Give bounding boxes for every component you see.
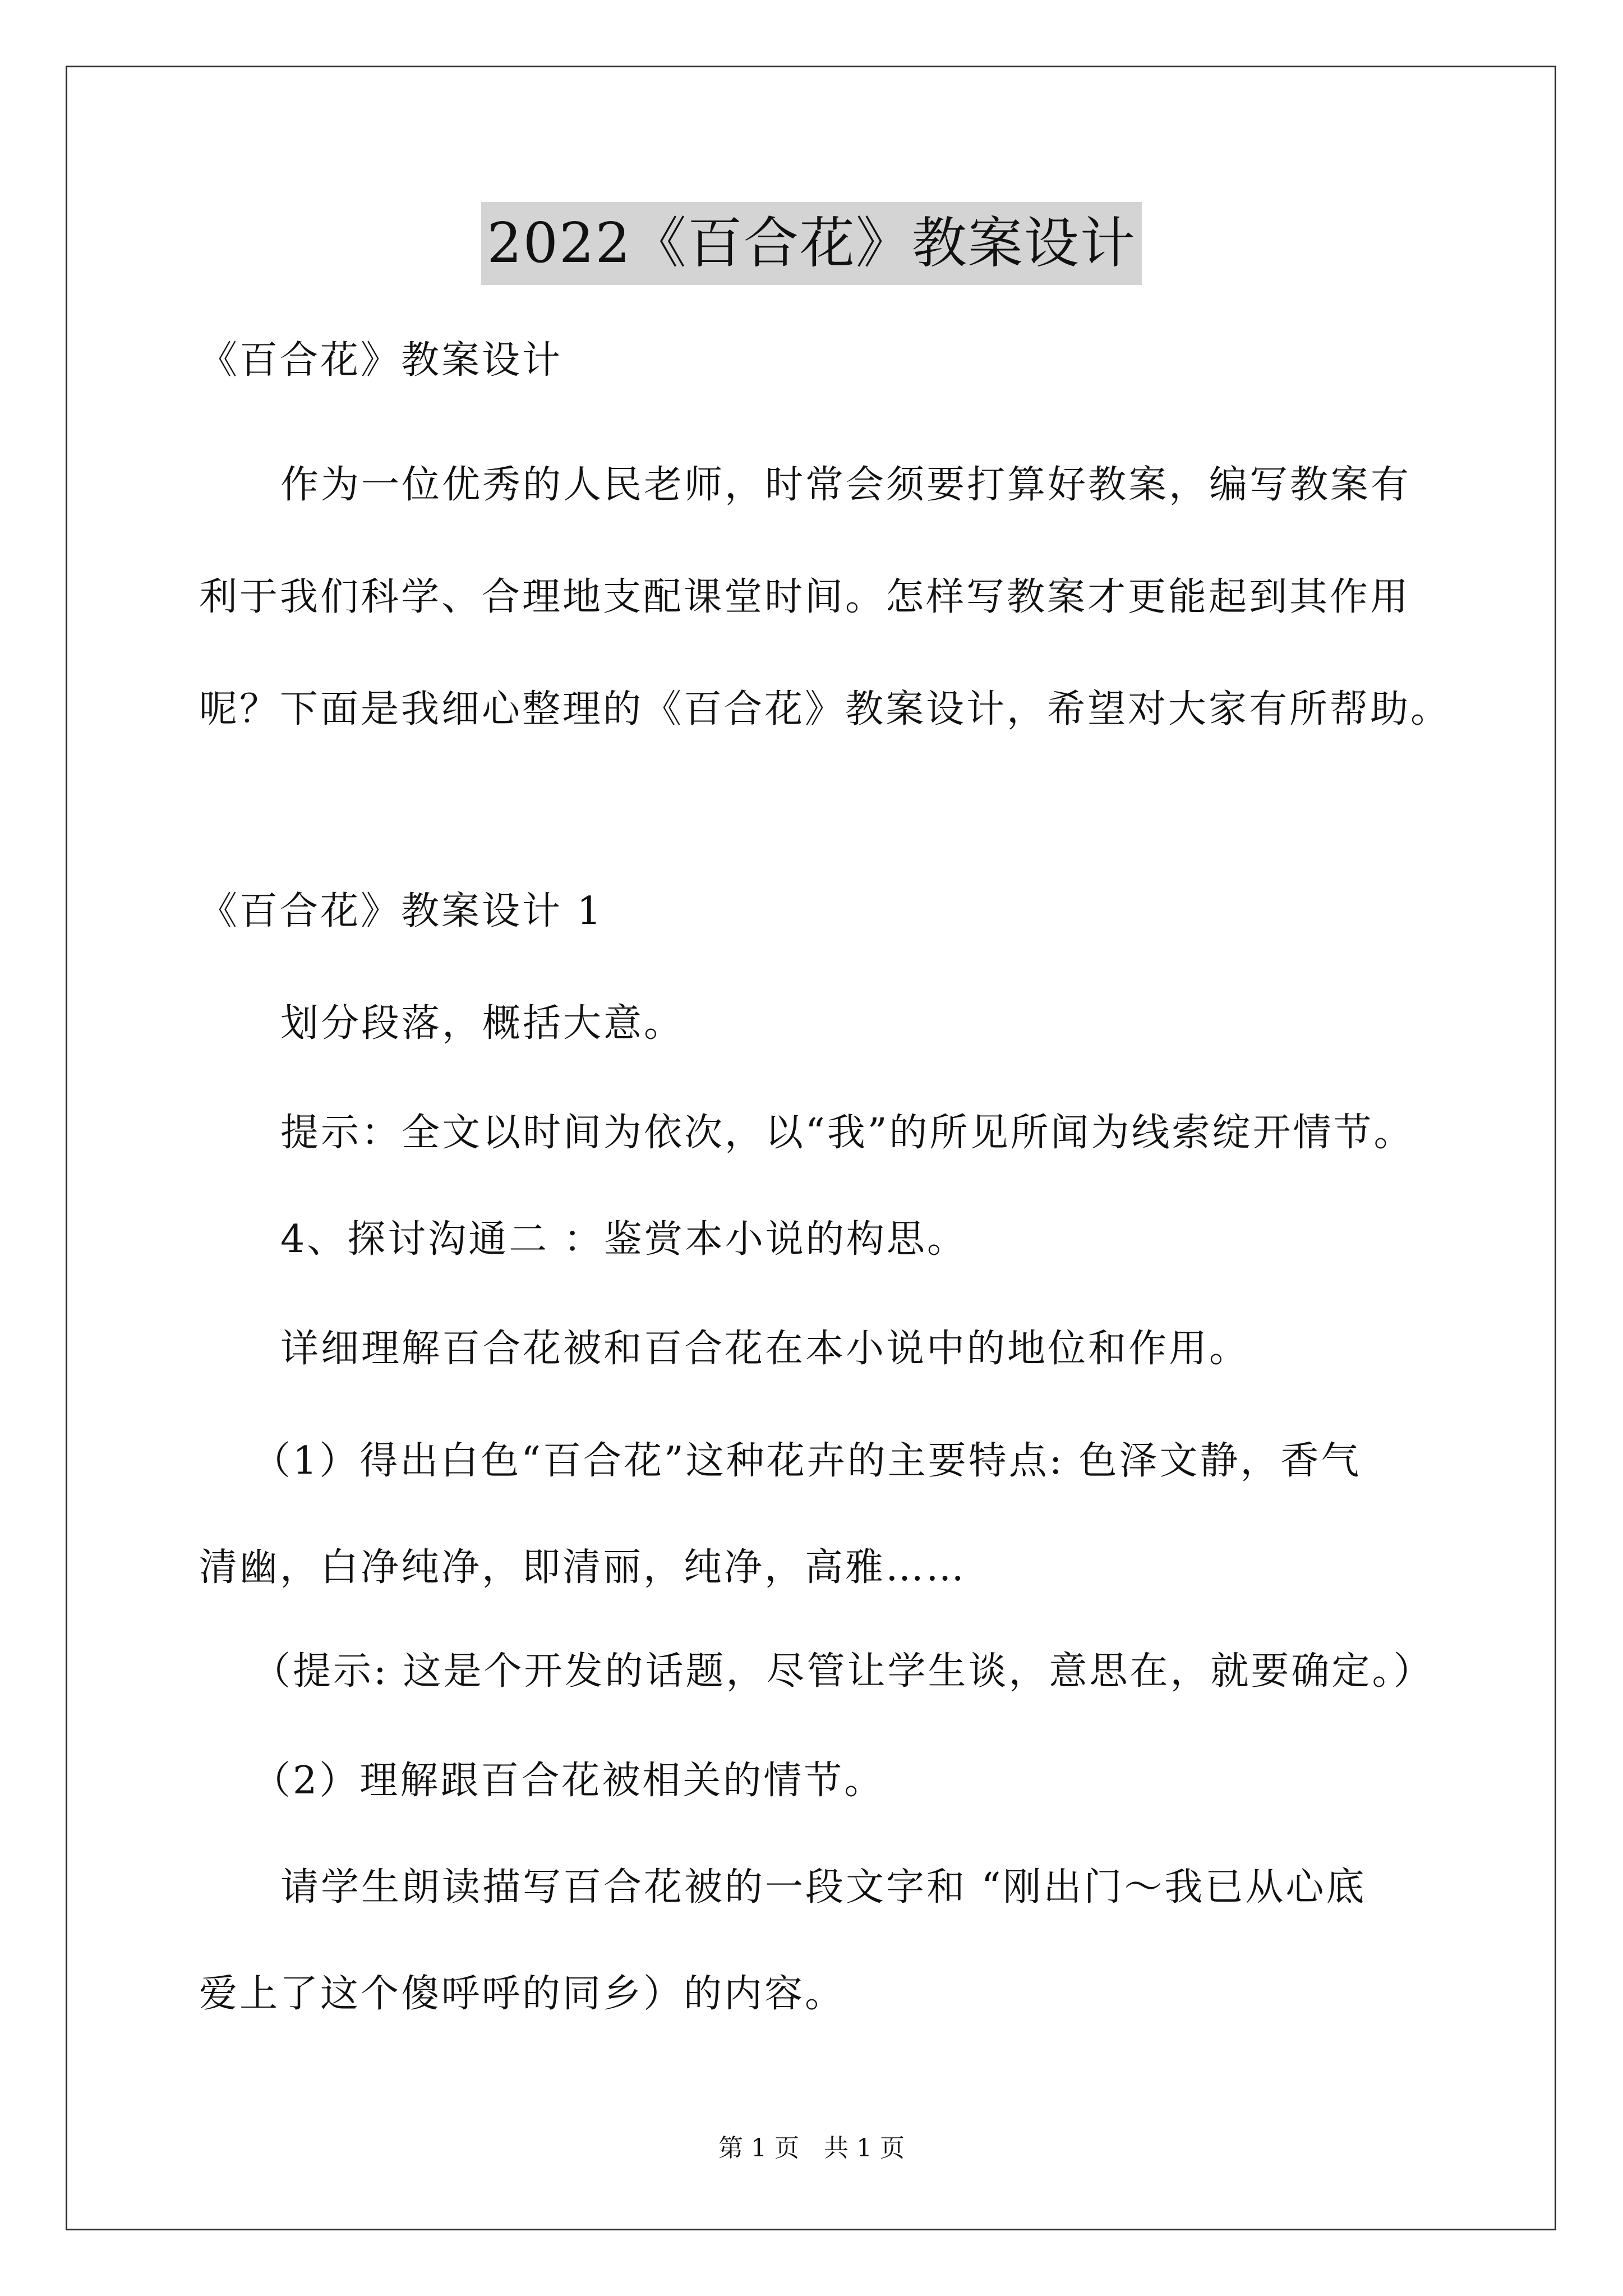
paragraph-line: 详细理解百合花被和百合花在本小说中的地位和作用。 (280, 1327, 1250, 1371)
paragraph-line: （提示: 这是个开发的话题，尽管让学生谈，意思在，就要确定。） (252, 1649, 1434, 1694)
paragraph-line: 请学生朗读描写百合花被的一段文字和 “刚出门～我已从心底 (280, 1865, 1367, 1910)
paragraph-line: 提示：全文以时间为依次，以“我”的所见所闻为线索绽开情节。 (280, 1111, 1414, 1155)
paragraph-line: （2）理解跟百合花被相关的情节。 (252, 1759, 885, 1803)
title-container (0, 202, 1623, 285)
paragraph-line: （1）得出白色“百合花”这种花卉的主要特点: 色泽文静，香气 (252, 1439, 1362, 1483)
section-heading: 《百合花》教案设计 1 (199, 889, 603, 933)
paragraph-line: 清幽，白净纯净，即清丽，纯净，高雅…… (199, 1545, 967, 1590)
document-title: 2022《百合花》教案设计 (481, 202, 1141, 285)
paragraph-line: 利于我们科学、合理地支配课堂时间。怎样写教案才更能起到其作用 (199, 575, 1411, 619)
page-footer: 第 1 页 共 1 页 (718, 2134, 905, 2162)
paragraph-line: 呢？下面是我细心整理的《百合花》教案设计，希望对大家有所帮助。 (199, 687, 1451, 731)
paragraph-line: 爱上了这个傻呼呼的同乡）的内容。 (199, 1972, 846, 2016)
paragraph-line: 4、探讨沟通二 ：鉴赏本小说的构思。 (280, 1217, 967, 1262)
paragraph-line: 作为一位优秀的人民老师，时常会须要打算好教案，编写教案有 (280, 463, 1412, 507)
subtitle-line: 《百合花》教案设计 (199, 338, 563, 383)
paragraph-line: 划分段落，概括大意。 (280, 1001, 685, 1046)
